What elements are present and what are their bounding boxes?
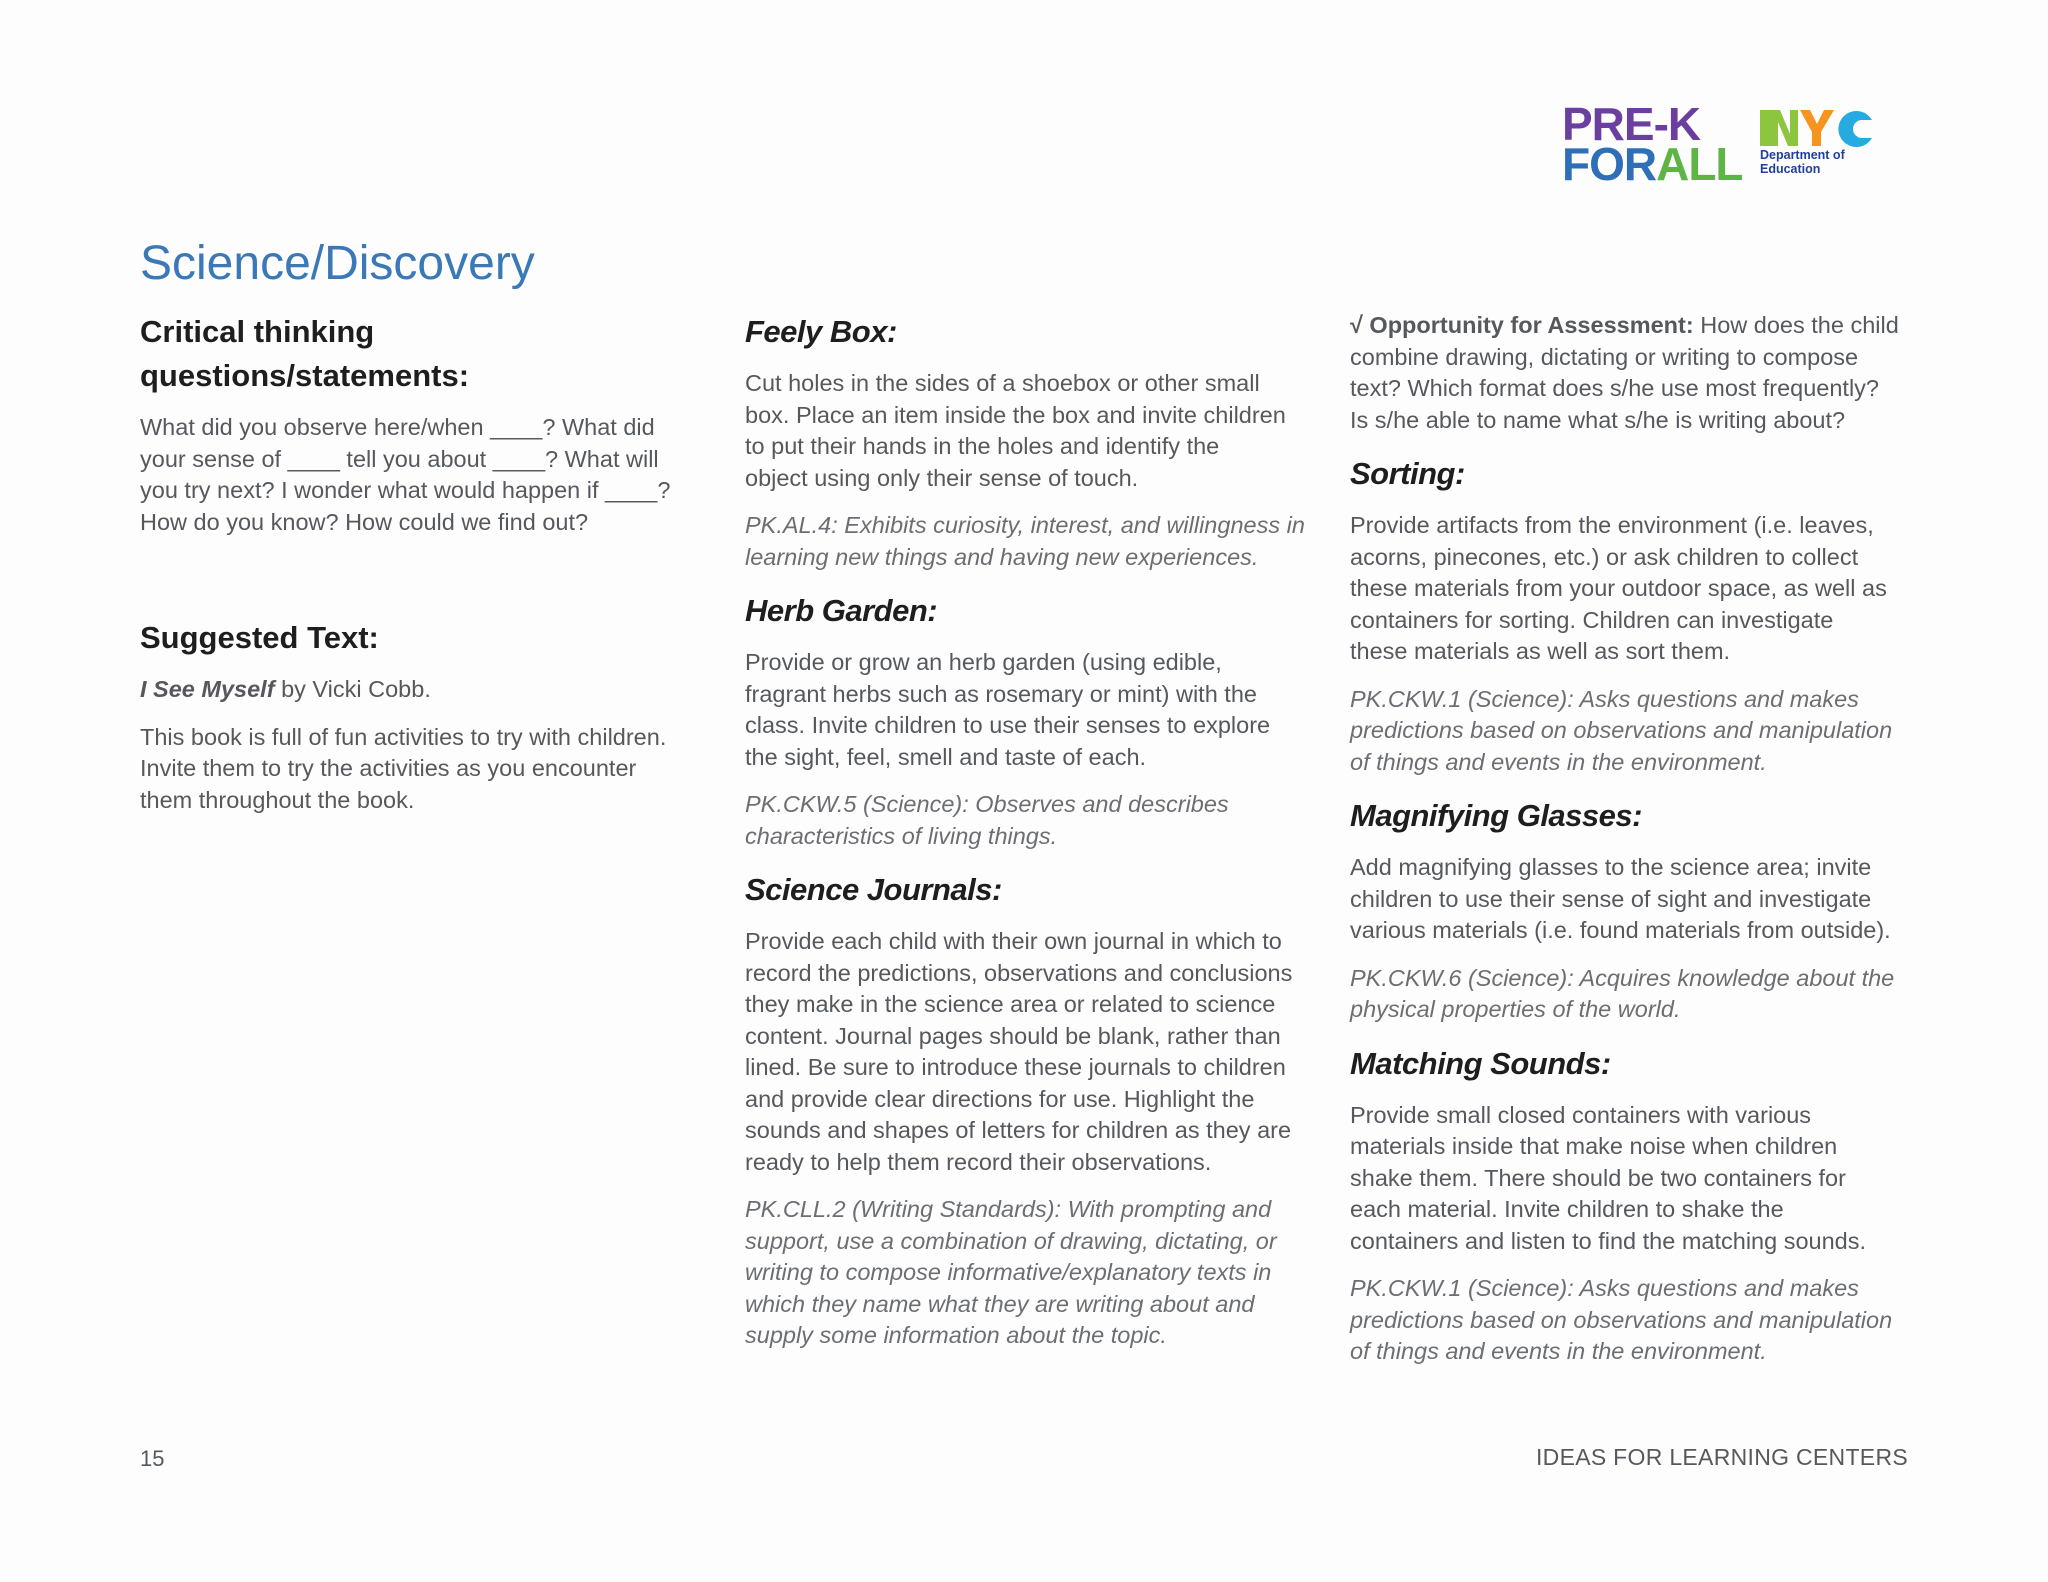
sorting-line: Provide artifacts from the environment (i.e. leaves, bbox=[1350, 512, 1874, 538]
critical-line: How do you know? How could we find out? bbox=[140, 508, 589, 535]
assessment-line: combine drawing, dictating or writing to compose bbox=[1350, 343, 1859, 370]
journal-standard-line: which they name what they are writing about and bbox=[745, 1290, 1255, 1317]
sounds-standard-line: predictions based on observations and manipulation bbox=[1350, 1306, 1893, 1333]
sounds-standard-line: of things and events in the environment. bbox=[1350, 1338, 1767, 1364]
column-1 bbox=[140, 310, 695, 816]
journal-standard-line: supply some information about the topic. bbox=[745, 1322, 1167, 1348]
suggested-text-heading: Suggested Text: bbox=[140, 620, 379, 655]
magnify-standard-line: physical properties of the world. bbox=[1350, 996, 1681, 1022]
journal-line: and provide clear directions for use. Highlight the bbox=[745, 1085, 1255, 1112]
sorting-line: these materials from your outdoor space, as well as bbox=[1350, 575, 1887, 601]
herb-garden-heading: Herb Garden: bbox=[745, 593, 938, 628]
assessment-line bbox=[1350, 310, 1920, 342]
feely-line: box. Place an item inside the box and invite children bbox=[745, 401, 1286, 428]
critical-line: What did you observe here/when ____? What did bbox=[140, 414, 655, 440]
nyc-logo bbox=[1760, 108, 1874, 150]
herb-line: Provide or grow an herb garden (using edible, bbox=[745, 649, 1222, 675]
science-journals-heading: Science Journals: bbox=[745, 872, 1002, 907]
herb-line: the sight, feel, smell and taste of each. bbox=[745, 743, 1147, 770]
page-number: 15 bbox=[140, 1446, 165, 1471]
sorting-standard-line: PK.CKW.1 (Science): Asks questions and makes bbox=[1350, 685, 1859, 712]
magnify-line: children to use their sense of sight and investigate bbox=[1350, 885, 1872, 912]
book-citation bbox=[140, 674, 695, 706]
journal-line: record the predictions, observations and conclusions bbox=[745, 959, 1293, 986]
sounds-line: each material. Invite children to shake the bbox=[1350, 1196, 1784, 1222]
journal-line: ready to help them record their observations. bbox=[745, 1148, 1212, 1175]
prek-logo-line2 bbox=[1562, 138, 1743, 190]
page-title: Science/Discovery bbox=[140, 237, 535, 290]
sorting-standard-line: predictions based on observations and manipulation bbox=[1350, 717, 1893, 743]
journal-line: sounds and shapes of letters for children as they are bbox=[745, 1117, 1292, 1143]
logo-group bbox=[1562, 98, 1872, 190]
footer-section-title: IDEAS FOR LEARNING CENTERS bbox=[1535, 1444, 1908, 1470]
book-desc-line: This book is full of fun activities to try with children. bbox=[140, 723, 667, 750]
sounds-standard-line: PK.CKW.1 (Science): Asks questions and makes bbox=[1350, 1275, 1859, 1301]
feely-standard-line: learning new things and having new experiences. bbox=[745, 543, 1259, 570]
herb-line: fragrant herbs such as rosemary or mint) with the bbox=[745, 680, 1257, 707]
feely-line: object using only their sense of touch. bbox=[745, 464, 1139, 491]
assessment-first-text: How does the child bbox=[1693, 312, 1899, 338]
sorting-line: containers for sorting. Children can investigate bbox=[1350, 606, 1834, 633]
journal-standard-line: writing to compose informative/explanatory texts in bbox=[745, 1259, 1272, 1285]
feely-box-heading: Feely Box: bbox=[745, 314, 897, 349]
book-title: I See Myself bbox=[140, 676, 275, 702]
assessment-line: Is s/he able to name what s/he is writing about? bbox=[1350, 406, 1846, 433]
sorting-line: these materials as well as sort them. bbox=[1350, 638, 1731, 664]
critical-thinking-heading: Critical thinking questions/statements: bbox=[140, 314, 470, 393]
magnify-line: various materials (i.e. found materials from outside). bbox=[1350, 917, 1891, 943]
column-3 bbox=[1350, 310, 1920, 1368]
journal-standard-line: support, use a combination of drawing, dictating, or bbox=[745, 1227, 1277, 1254]
prek-logo-for: FOR bbox=[1562, 138, 1657, 190]
sounds-line: materials inside that make noise when children bbox=[1350, 1133, 1838, 1159]
book-desc-line: them throughout the book. bbox=[140, 786, 415, 813]
sounds-line: containers and listen to find the matching sounds. bbox=[1350, 1227, 1867, 1254]
doe-line2: Education bbox=[1760, 162, 1821, 176]
column-2 bbox=[745, 310, 1315, 1352]
journal-standard-line: PK.CLL.2 (Writing Standards): With prompting and bbox=[745, 1196, 1272, 1222]
herb-standard-line: PK.CKW.5 (Science): Observes and describes bbox=[745, 791, 1229, 817]
book-desc-line: Invite them to try the activities as you encounter bbox=[140, 755, 637, 781]
prek-for-all-logo bbox=[1562, 98, 1743, 190]
matching-sounds-heading: Matching Sounds: bbox=[1350, 1045, 1611, 1081]
sorting-standard-line: of things and events in the environment. bbox=[1350, 748, 1767, 775]
feely-line: Cut holes in the sides of a shoebox or other small bbox=[745, 370, 1260, 396]
assessment-label: √ Opportunity for Assessment: bbox=[1350, 312, 1694, 338]
magnify-line: Add magnifying glasses to the science area; invite bbox=[1350, 854, 1872, 880]
journal-line: Provide each child with their own journal in which to bbox=[745, 928, 1282, 954]
prek-logo-line1: PRE-K bbox=[1562, 98, 1701, 150]
sounds-line: Provide small closed containers with various bbox=[1350, 1101, 1812, 1128]
critical-line: you try next? I wonder what would happen if ____? bbox=[140, 477, 671, 503]
sorting-heading: Sorting: bbox=[1350, 456, 1465, 491]
department-of-education-label bbox=[1760, 148, 1845, 176]
book-author: by Vicki Cobb. bbox=[274, 676, 431, 702]
prek-logo-all: ALL bbox=[1656, 138, 1743, 190]
assessment-line: text? Which format does s/he use most frequently? bbox=[1350, 375, 1880, 401]
herb-line: class. Invite children to use their senses to explore bbox=[745, 712, 1271, 738]
sorting-line: acorns, pinecones, etc.) or ask children to collect bbox=[1350, 543, 1859, 570]
sounds-line: shake them. There should be two containers for bbox=[1350, 1164, 1846, 1191]
journal-line: they make in the science area or related to science bbox=[745, 991, 1276, 1017]
magnifying-glasses-heading: Magnifying Glasses: bbox=[1350, 798, 1642, 833]
critical-line: your sense of ____ tell you about ____? What will bbox=[140, 445, 659, 472]
journal-line: lined. Be sure to introduce these journals to children bbox=[745, 1054, 1286, 1080]
herb-standard-line: characteristics of living things. bbox=[745, 822, 1058, 849]
feely-line: to put their hands in the holes and identify the bbox=[745, 433, 1220, 459]
doe-line1: Department of bbox=[1760, 148, 1845, 162]
feely-standard-line: PK.AL.4: Exhibits curiosity, interest, and willingness in bbox=[745, 512, 1305, 538]
magnify-standard-line: PK.CKW.6 (Science): Acquires knowledge about the bbox=[1350, 964, 1895, 991]
journal-line: content. Journal pages should be blank, rather than bbox=[745, 1022, 1281, 1049]
